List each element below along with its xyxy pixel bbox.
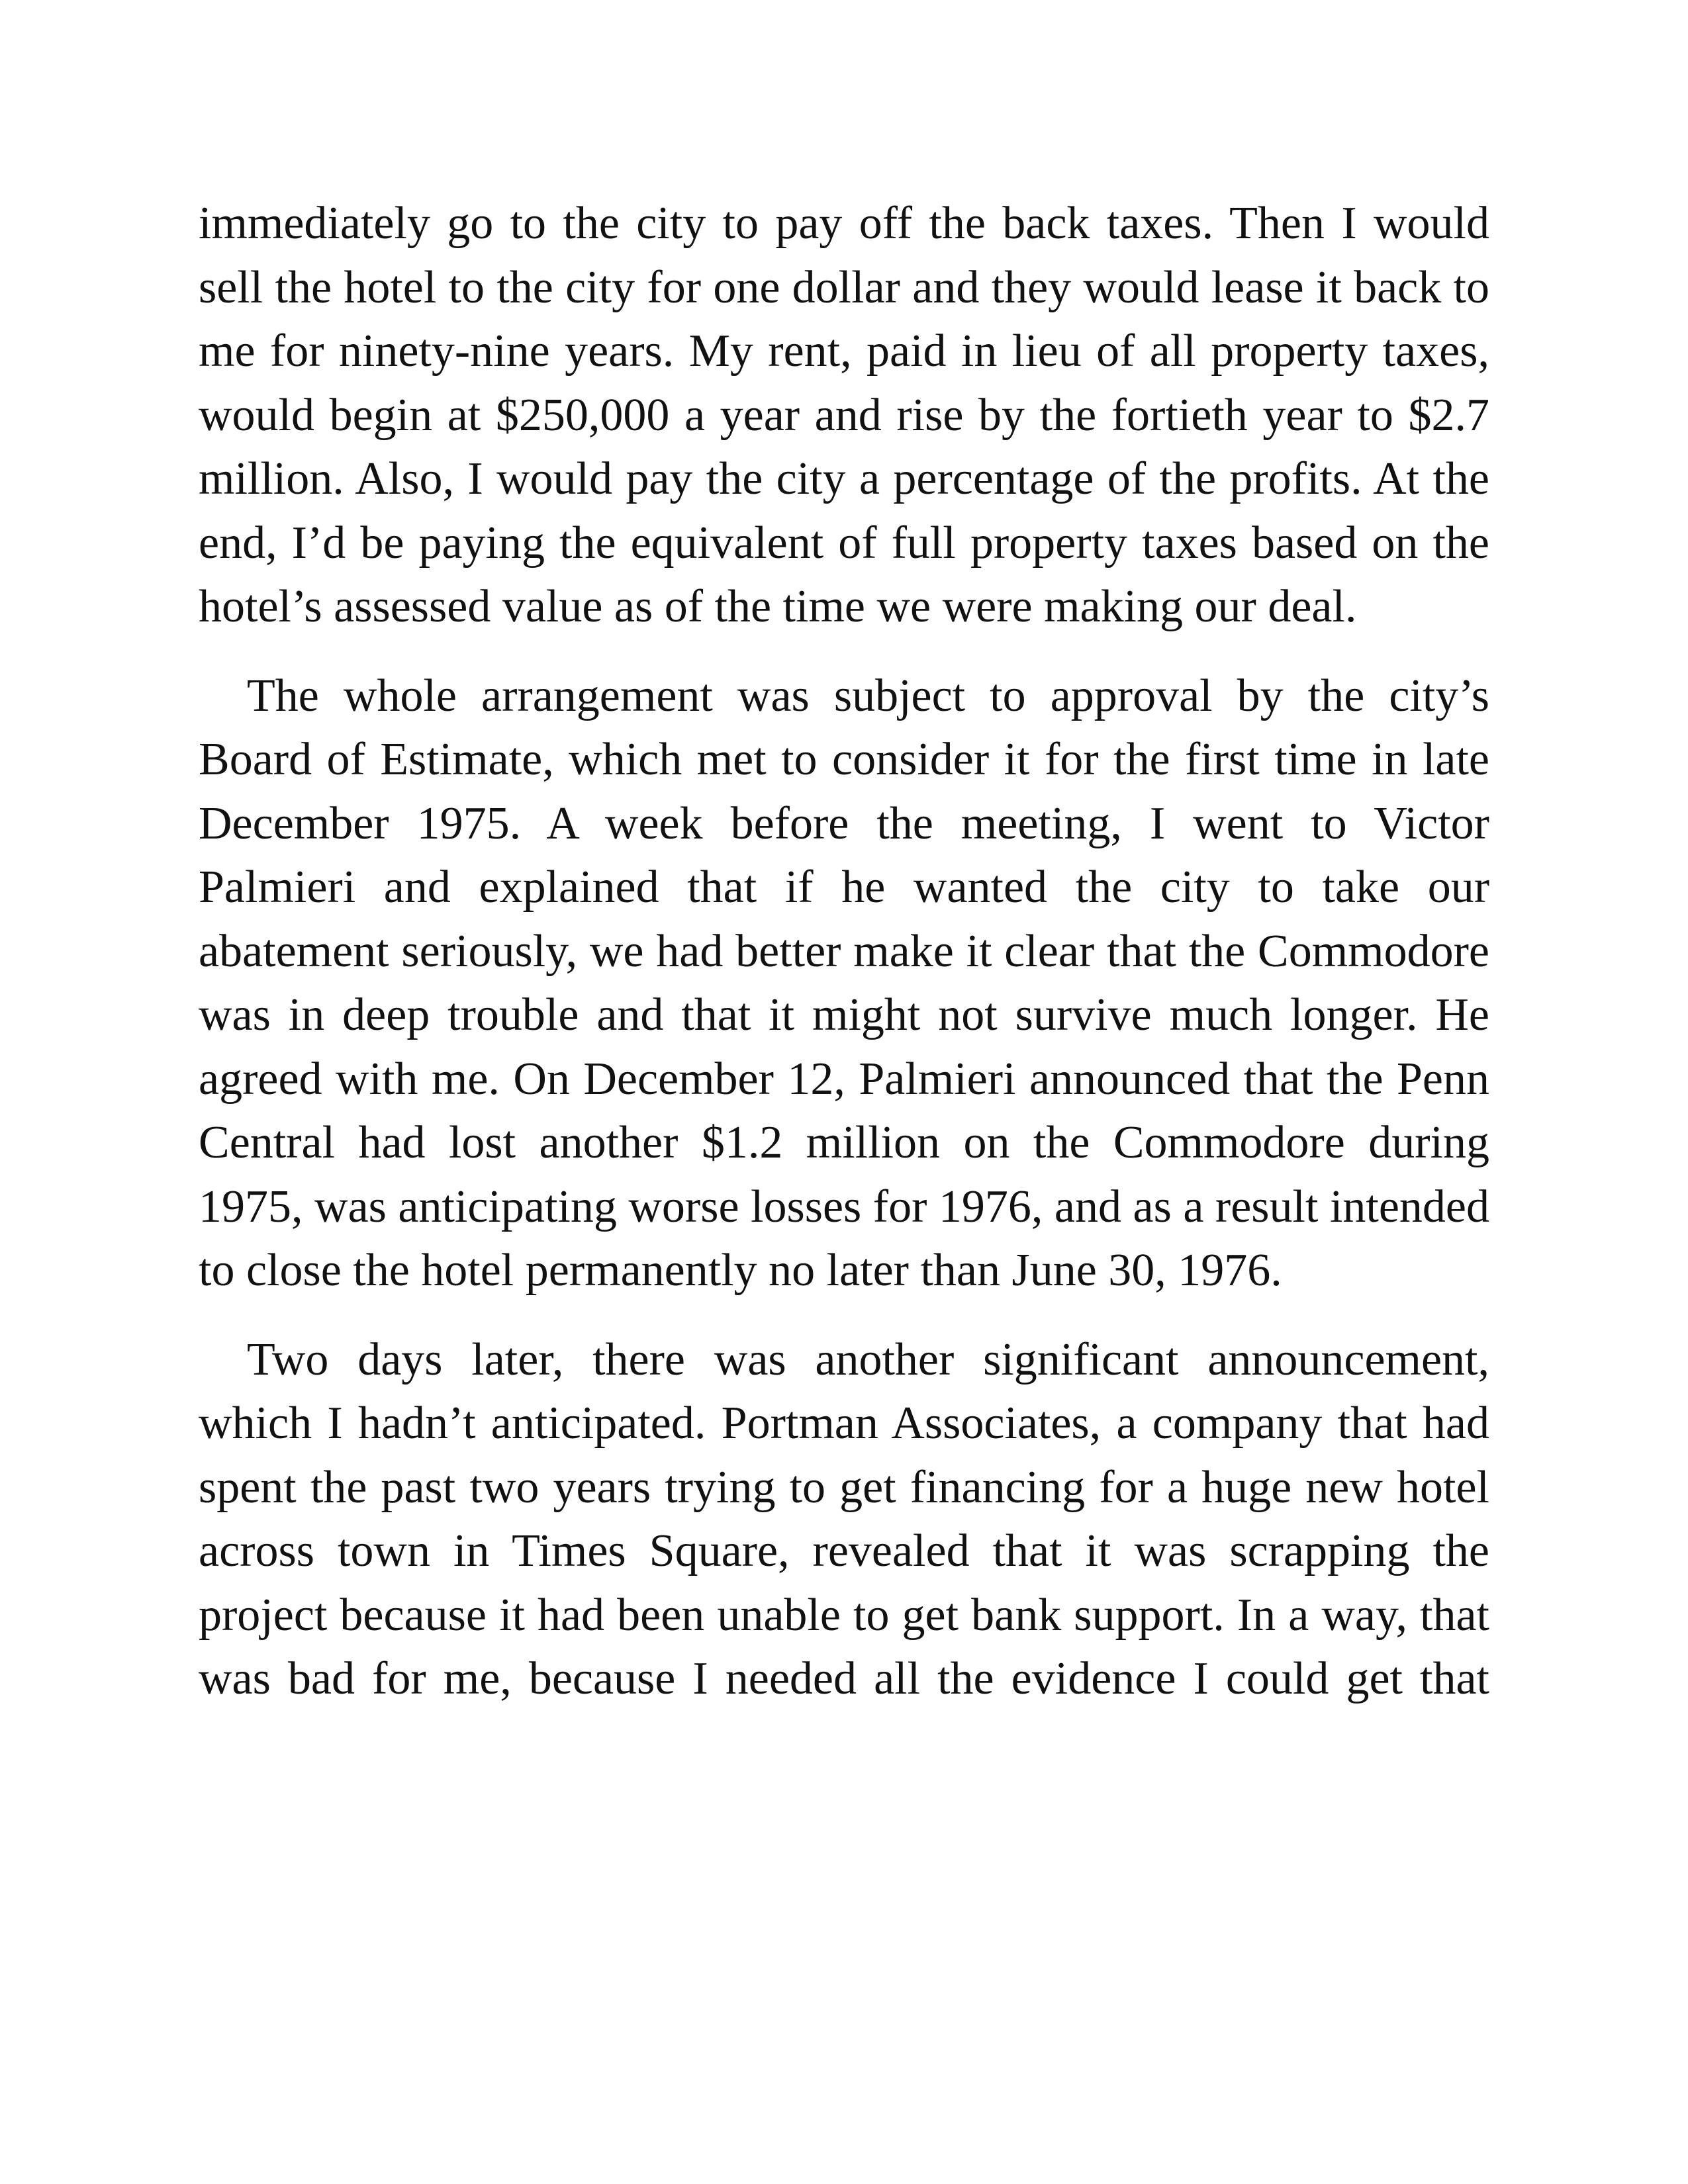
paragraph-3: Two days later, there was another significant announcement, which I hadn’t anticipated. Portman Associates, a company that had spent the past two years trying to get financing for a huge new hotel across town in Times Square, revealed that it was scrapping the project because it had been unable to get bank support. In a way, that was bad for me, because I needed all the evidence I could get that [199, 1334, 1489, 1704]
paragraph-1: immediately go to the city to pay off the back taxes. Then I would sell the hotel to the city for one dollar and they would lease it back to me for ninety-nine years. My rent, paid in lieu of all property taxes, would begin at $250,000 a year and rise by the fortieth year to $2.7 million. Also, I would pay the city a percentage of the profits. At the end, I’d be paying the equivalent of full property taxes based on the hotel’s assessed value as of the time we were making our deal. [199, 198, 1489, 632]
paragraph-2: The whole arrangement was subject to approval by the city’s Board of Estimate, which met to consider it for the first time in late December 1975. A week before the meeting, I went to Victor Palmieri and explained that if he wanted the city to take our abatement seriously, we had better make it clear that the Commodore was in deep trouble and that it might not survive much longer. He agreed with me. On December 12, Palmieri announced that the Penn Central had lost another $1.2 million on the Commodore during 1975, was anticipating worse losses for 1976, and as a result intended to close the hotel permanently no later than June 30, 1976. [199, 670, 1489, 1296]
body-text [199, 192, 1489, 1737]
